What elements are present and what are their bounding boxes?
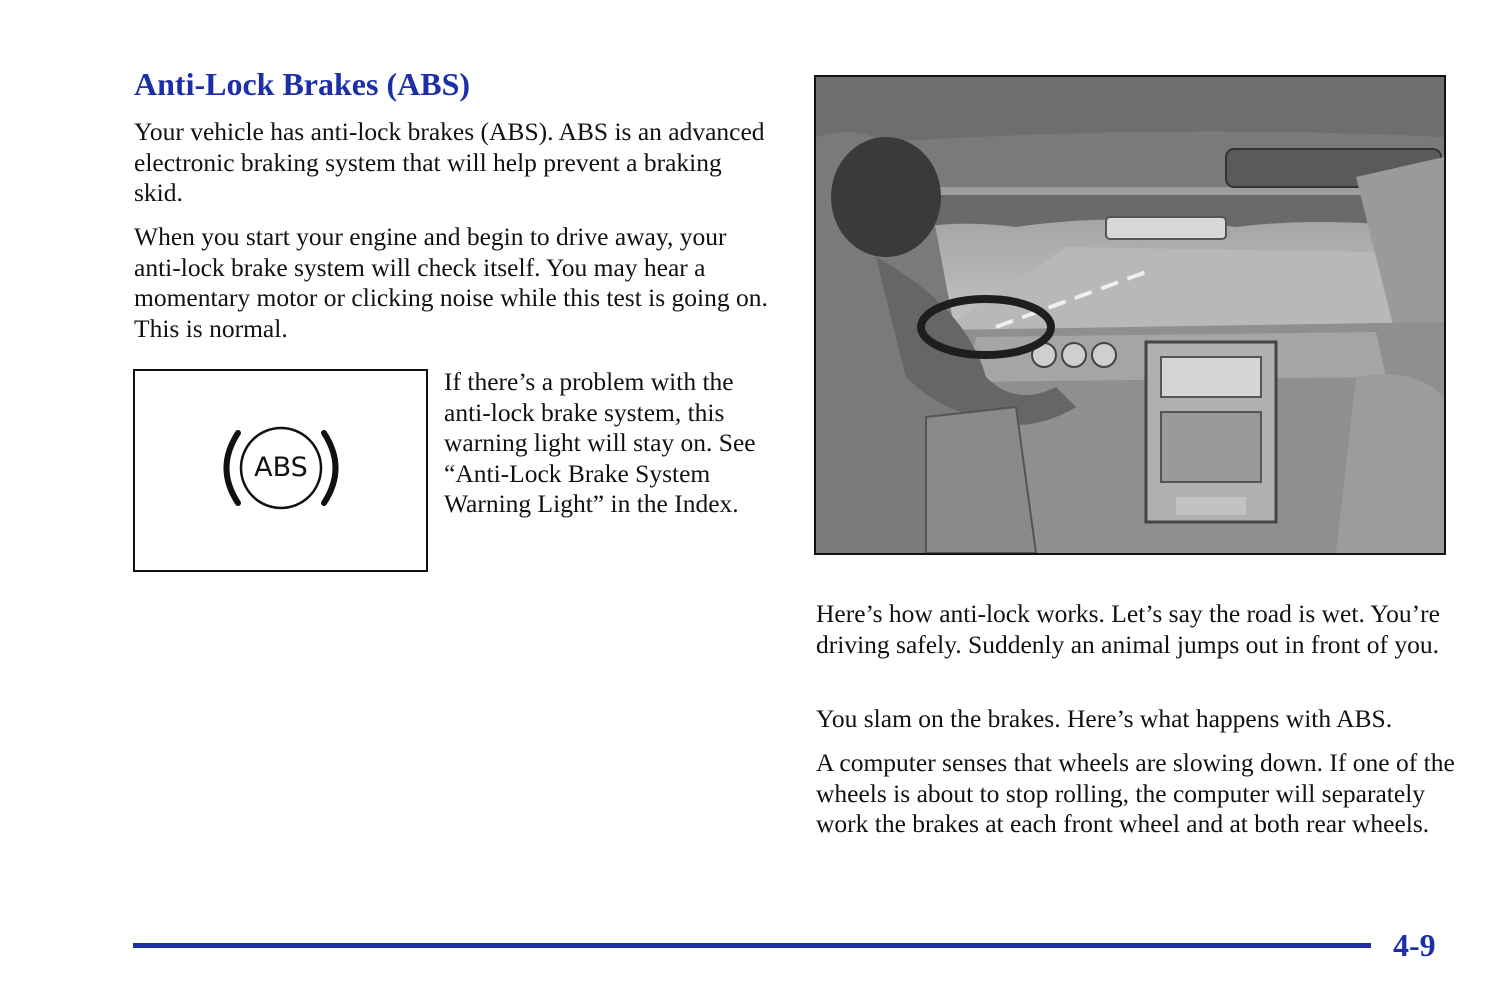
- abs-warning-light-box: [133, 369, 428, 572]
- computer-paragraph: A computer senses that wheels are slowing down. If one of the wheels is about to stop rolling, the computer will separately work the brakes at each front wheel and at both rear wheels.: [816, 748, 1455, 838]
- illustration-drawing: [816, 77, 1444, 553]
- intro-paragraph: Your vehicle has anti-lock brakes (ABS). ABS is an advanced electronic braking system that will help prevent a braking skid.: [134, 117, 765, 207]
- page-number: 4-9: [1393, 927, 1436, 963]
- self-check-paragraph: When you start your engine and begin to drive away, your anti-lock brake system will check itself. You may hear a momentary motor or clicking noise while this test is going on. This is normal.: [134, 222, 768, 343]
- abs-light-label: ABS: [254, 452, 308, 483]
- section-title: Anti-Lock Brakes (ABS): [134, 66, 471, 102]
- slam-brakes-paragraph: You slam on the brakes. Here’s what happens with ABS.: [816, 704, 1393, 733]
- warning-paragraph: If there’s a problem with the anti-lock brake system, this warning light will stay on. See “Anti-Lock Brake System Warning Light” in the Index.: [444, 367, 756, 518]
- footer-rule: [133, 943, 1371, 948]
- how-it-works-paragraph: Here’s how anti-lock works. Let’s say the road is wet. You’re driving safely. Suddenly an animal jumps out in front of you.: [816, 599, 1440, 659]
- driver-interior-illustration: [814, 75, 1446, 555]
